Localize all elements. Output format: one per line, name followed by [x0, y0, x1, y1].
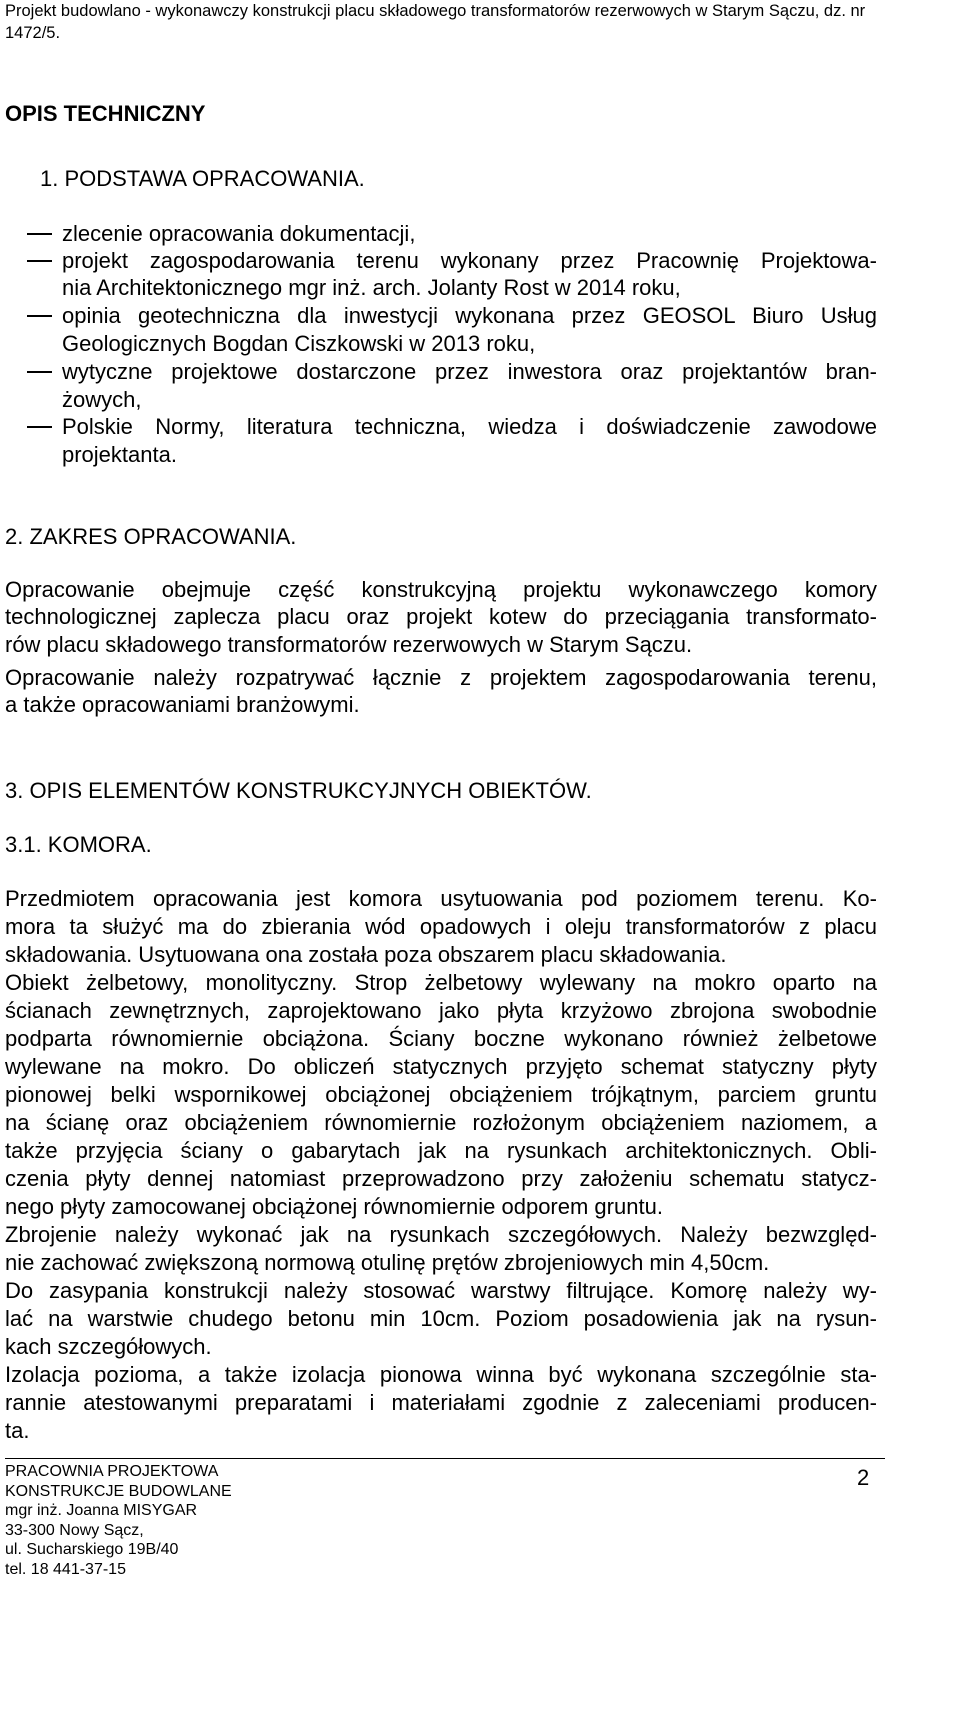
paragraph-line: Do zasypania konstrukcji należy stosować warstwy filtrujące. Komorę należy wy-	[5, 1278, 877, 1303]
subsection-heading: 3.1. KOMORA.	[5, 832, 152, 857]
paragraph-line: ta.	[5, 1418, 30, 1443]
paragraph-line: wylewane na mokro. Do obliczeń statycznych przyjęto schemat statyczny płyty	[5, 1054, 877, 1079]
header-line-2: 1472/5.	[5, 24, 61, 42]
footer-line: ul. Sucharskiego 19B/40	[5, 1541, 179, 1558]
footer-line: 33-300 Nowy Sącz,	[5, 1521, 144, 1539]
paragraph-line: Obiekt żelbetowy, monolityczny. Strop żelbetowy wylewany na mokro oparto na	[5, 970, 877, 995]
bullet-dash	[27, 315, 52, 317]
paragraph-line: na ścianę oraz obciążeniem równomiernie rozłożonym obciążeniem naziomem, a	[5, 1110, 877, 1135]
paragraph-line: czenia płyty dennej natomiast przeprowadzono przy założeniu schematu statycz-	[5, 1166, 877, 1191]
footer-divider	[5, 1458, 885, 1459]
running-header	[5, 0, 935, 44]
list-item-text: projektanta.	[62, 442, 177, 467]
paragraph-line: nie zachować zwiększoną normową otulinę prętów zbrojeniowych min 4,50cm.	[5, 1250, 770, 1275]
list-item-text: projekt zagospodarowania terenu wykonany przez Pracownię Projektowa-	[62, 248, 877, 273]
paragraph-line: Zbrojenie należy wykonać jak na rysunkach szczegółowych. Należy bezwzględ-	[5, 1222, 877, 1247]
footer-address-block	[5, 1462, 232, 1579]
paragraph-line: Opracowanie należy rozpatrywać łącznie z projektem zagospodarowania terenu,	[5, 665, 877, 690]
paragraph-line: rów placu składowego transformatorów rezerwowych w Starym Sączu.	[5, 632, 693, 657]
paragraph-line: składowania. Usytuowana ona została poza obszarem placu składowania.	[5, 942, 727, 967]
list-item-text: Geologicznych Bogdan Ciszkowski w 2013 roku,	[62, 331, 536, 356]
section-3-heading: 3. OPIS ELEMENTÓW KONSTRUKCYJNYCH OBIEKTÓW.	[5, 778, 592, 803]
paragraph-line: kach szczegółowych.	[5, 1334, 212, 1359]
paragraph-line: a także opracowaniami branżowymi.	[5, 692, 360, 717]
footer-line: mgr inż. Joanna MISYGAR	[5, 1502, 198, 1519]
list-item-text: nia Architektonicznego mgr inż. arch. Jolanty Rost w 2014 roku,	[62, 275, 681, 300]
list-item-text: opinia geotechniczna dla inwestycji wykonana przez GEOSOL Biuro Usług	[62, 303, 877, 328]
paragraph-line: Opracowanie obejmuje część konstrukcyjną projektu wykonawczego komory	[5, 577, 877, 602]
paragraph-line: rannie atestowanymi preparatami i materiałami zgodnie z zaleceniami producen-	[5, 1390, 877, 1415]
paragraph-line: technologicznej zaplecza placu oraz projekt kotew do przeciągania transformato-	[5, 604, 877, 629]
bullet-dash	[27, 233, 52, 235]
page-number: 2	[857, 1465, 870, 1490]
list-item-text: zlecenie opracowania dokumentacji,	[62, 221, 416, 246]
list-item-text: żowych,	[62, 387, 142, 412]
bullet-dash	[27, 260, 52, 262]
document-title: OPIS TECHNICZNY	[5, 101, 206, 126]
list-item-text: wytyczne projektowe dostarczone przez inwestora oraz projektantów bran-	[62, 359, 877, 384]
bullet-dash	[27, 426, 52, 428]
list-item-text: Polskie Normy, literatura techniczna, wiedza i doświadczenie zawodowe	[62, 414, 877, 439]
paragraph-line: podparta równomiernie obciążona. Ściany boczne wykonano również żelbetowe	[5, 1026, 877, 1051]
paragraph-line: lać na warstwie chudego betonu min 10cm. Poziom posadowienia jak na rysun-	[5, 1306, 877, 1331]
paragraph-line: także przyjęcia ściany o gabarytach jak na rysunkach architektonicznych. Obli-	[5, 1138, 877, 1163]
paragraph-line: mora ta służyć ma do zbierania wód opadowych i oleju transformatorów z placu	[5, 914, 877, 939]
paragraph-line: Przedmiotem opracowania jest komora usytuowania pod poziomem terenu. Ko-	[5, 886, 877, 911]
section-1-heading: 1. PODSTAWA OPRACOWANIA.	[40, 166, 365, 191]
header-line-1: Projekt budowlano - wykonawczy konstrukcji placu składowego transformatorów rezerwowych w Starym Sączu, dz. nr	[5, 2, 866, 20]
footer-line: PRACOWNIA PROJEKTOWA	[5, 1463, 219, 1480]
paragraph-line: ścianach zewnętrznych, zaprojektowano jako płyta krzyżowo zbrojona swobodnie	[5, 998, 877, 1023]
bullet-dash	[27, 371, 52, 373]
section-2-heading: 2. ZAKRES OPRACOWANIA.	[5, 524, 297, 549]
paragraph-line: pionowej belki wspornikowej obciążonej obciążeniem trójkątnym, parciem gruntu	[5, 1082, 877, 1107]
paragraph-line: Izolacja pozioma, a także izolacja pionowa winna być wykonana szczególnie sta-	[5, 1362, 877, 1387]
footer-line: KONSTRUKCJE BUDOWLANE	[5, 1482, 232, 1500]
footer-line: tel. 18 441-37-15	[5, 1560, 126, 1578]
paragraph-line: nego płyty zamocowanej obciążonej równomiernie odporem gruntu.	[5, 1194, 663, 1219]
